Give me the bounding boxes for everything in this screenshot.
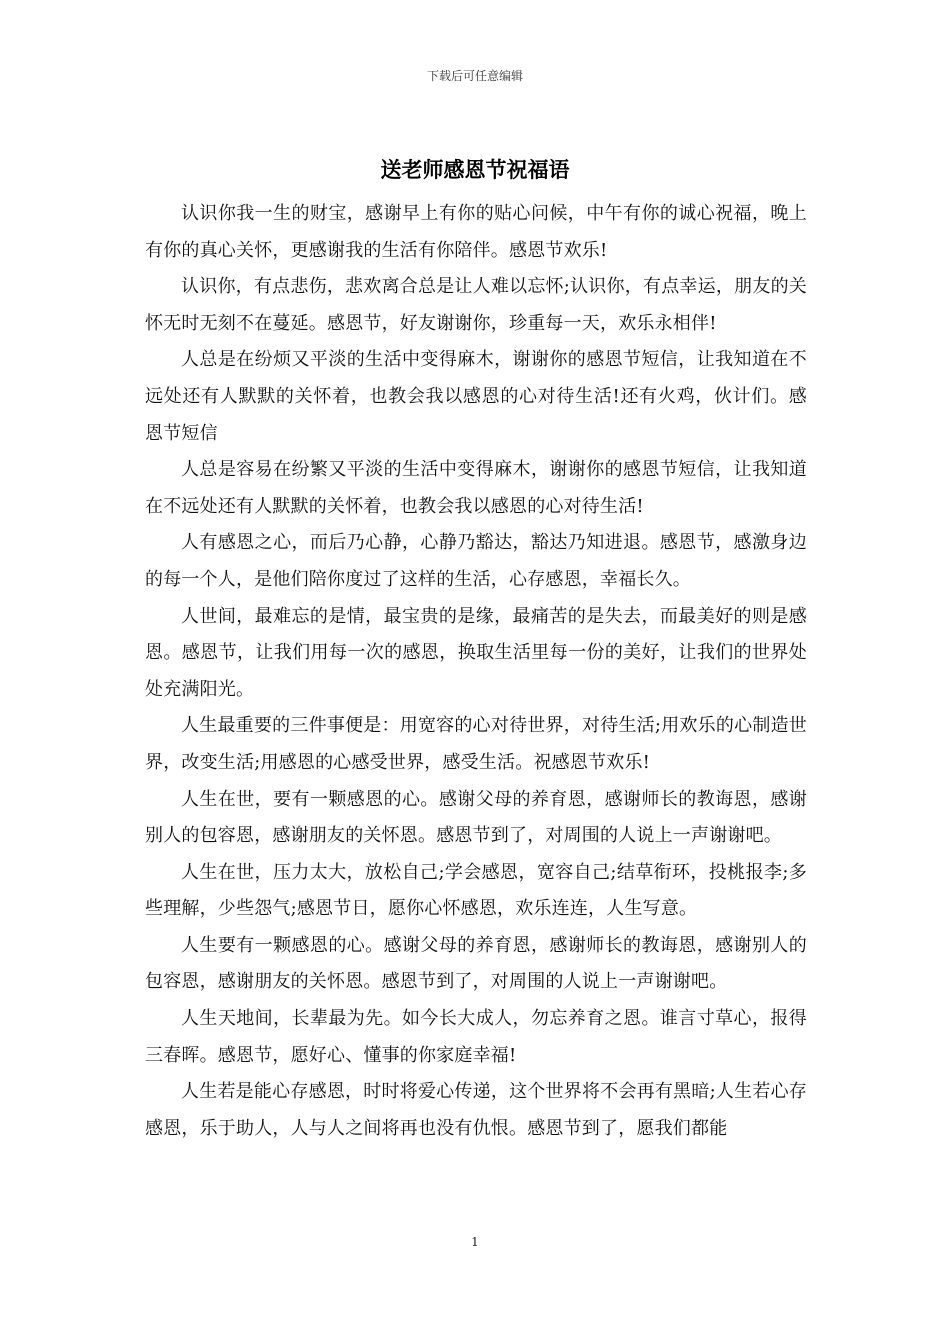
document-title: 送老师感恩节祝福语 — [380, 157, 570, 182]
paragraph: 认识你我一生的财宝，感谢早上有你的贴心问候，中午有你的诚心祝福，晚上有你的真心关怀，更感谢我的生活有你陪伴。感恩节欢乐! — [145, 203, 807, 261]
paragraph: 人生在世，压力太大，放松自己;学会感恩，宽容自己;结草衔环，投桃报李;多些理解，少些怨气;感恩节日，愿你心怀感恩，欢乐连连，人生写意。 — [145, 861, 807, 920]
document-body — [145, 196, 807, 1147]
paragraph: 人生在世，要有一颗感恩的心。感谢父母的养育恩，感谢师长的教诲恩，感谢别人的包容恩，感谢朋友的关怀恩。感恩节到了，对周围的人说上一声谢谢吧。 — [145, 788, 807, 847]
paragraph: 人生最重要的三件事便是：用宽容的心对待世界，对待生活;用欢乐的心制造世界，改变生活;用感恩的心感受世界，感受生活。祝感恩节欢乐! — [145, 715, 807, 773]
paragraph: 人生天地间，长辈最为先。如今长大成人，勿忘养育之恩。谁言寸草心，报得三春晖。感恩节，愿好心、懂事的你家庭幸福! — [145, 1008, 807, 1066]
paragraph: 人生要有一颗感恩的心。感谢父母的养育恩，感谢师长的教诲恩，感谢别人的包容恩，感谢朋友的关怀恩。感恩节到了，对周围的人说上一声谢谢吧。 — [145, 934, 807, 993]
page-header: 下载后可任意编辑 — [426, 69, 523, 83]
page-number: 1 — [471, 1235, 479, 1249]
paragraph: 人总是在纷烦又平淡的生活中变得麻木，谢谢你的感恩节短信，让我知道在不远处还有人默默的关怀着，也教会我以感恩的心对待生活!还有火鸡，伙计们。感恩节短信 — [145, 349, 807, 444]
paragraph: 人世间，最难忘的是情，最宝贵的是缘，最痛苦的是失去，而最美好的则是感恩。感恩节，让我们用每一次的感恩，换取生活里每一份的美好，让我们的世界处处充满阳光。 — [145, 605, 807, 700]
paragraph: 人总是容易在纷繁又平淡的生活中变得麻木，谢谢你的感恩节短信，让我知道在不远处还有人默默的关怀着，也教会我以感恩的心对待生活! — [145, 459, 807, 517]
paragraph: 人生若是能心存感恩，时时将爱心传递，这个世界将不会再有黑暗;人生若心存感恩，乐于助人，人与人之间将再也没有仇恨。感恩节到了，愿我们都能 — [145, 1081, 807, 1139]
paragraph: 人有感恩之心，而后乃心静，心静乃豁达，豁达乃知进退。感恩节，感激身边的每一个人，是他们陪你度过了这样的生活，心存感恩，幸福长久。 — [145, 532, 807, 590]
paragraph: 认识你，有点悲伤，悲欢离合总是让人难以忘怀;认识你，有点幸运，朋友的关怀无时无刻不在蔓延。感恩节，好友谢谢你，珍重每一天，欢乐永相伴! — [145, 276, 807, 334]
